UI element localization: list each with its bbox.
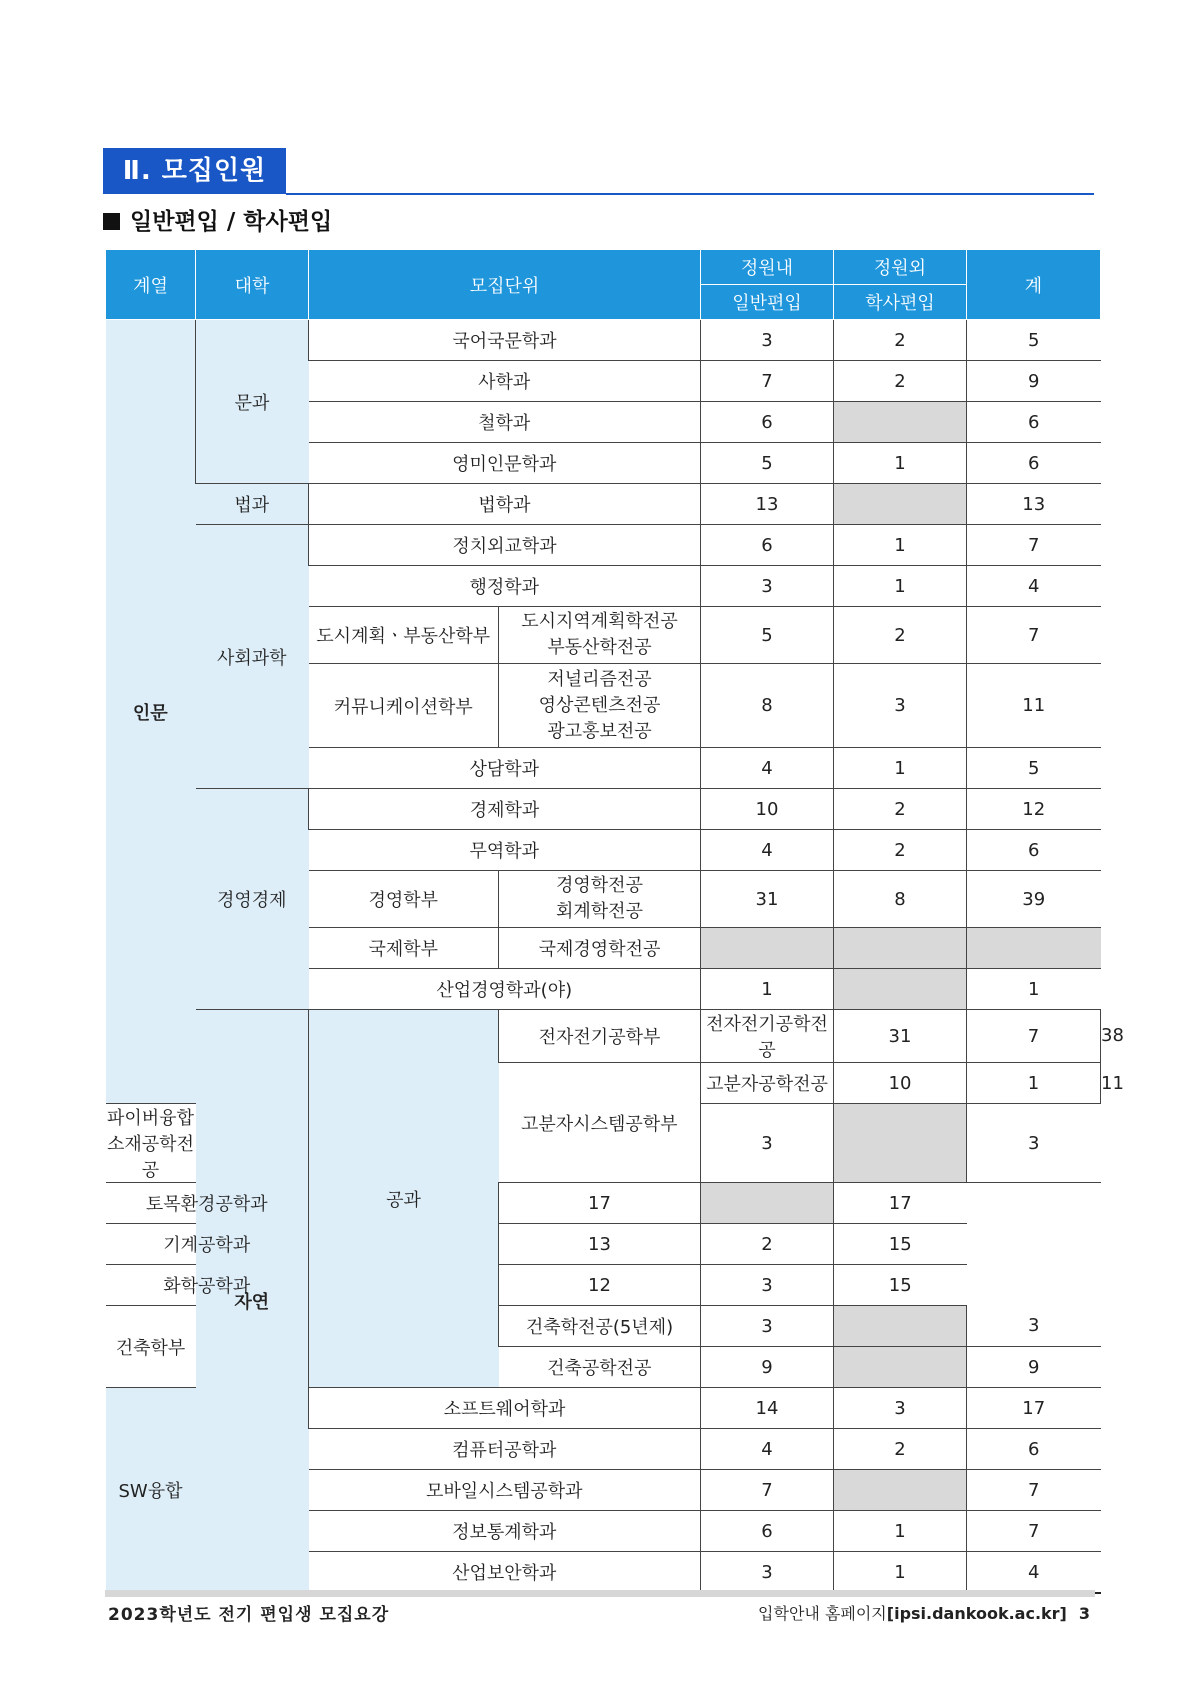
major-name: 경영학전공 — [556, 875, 643, 896]
general-count: 3 — [701, 1104, 834, 1183]
bachelor-count: 1 — [834, 748, 967, 789]
major-list — [499, 607, 701, 664]
subsection-title-text: 일반편입 / 학사편입 — [130, 209, 333, 235]
total-count: 7 — [967, 1470, 1101, 1511]
general-count: 3 — [701, 1306, 834, 1347]
major-name: 도시지역계획학전공 — [521, 611, 678, 632]
unit-name: 사학과 — [309, 361, 701, 402]
general-count: 7 — [701, 1470, 834, 1511]
college-sw: SW융합 — [106, 1388, 196, 1594]
total-count: 17 — [967, 1388, 1101, 1429]
major-name: 전자전기공학전공 — [701, 1010, 834, 1063]
unit-name: 무역학과 — [309, 830, 701, 871]
unit-name: 경영학부 — [309, 871, 499, 928]
table-row — [106, 789, 1101, 830]
unit-name: 행정학과 — [309, 566, 701, 607]
bachelor-count: 7 — [967, 1010, 1101, 1063]
bachelor-count: 3 — [701, 1265, 834, 1306]
header-general: 일반편입 — [701, 285, 834, 320]
total-count: 5 — [967, 748, 1101, 789]
major-name: 건축공학전공 — [499, 1347, 701, 1388]
unit-name: 모바일시스템공학과 — [309, 1470, 701, 1511]
total-count: 12 — [967, 789, 1101, 830]
unit-name: 산업경영학과(야) — [309, 969, 701, 1010]
general-count: 6 — [701, 1511, 834, 1552]
bachelor-count-empty — [834, 1347, 967, 1388]
bachelor-count-empty — [834, 484, 967, 525]
unit-name: 기계공학과 — [106, 1224, 309, 1265]
header-total: 계 — [967, 250, 1101, 320]
bachelor-count: 1 — [834, 566, 967, 607]
bachelor-count: 2 — [834, 789, 967, 830]
total-count: 6 — [967, 830, 1101, 871]
general-count: 31 — [834, 1010, 967, 1063]
total-count: 13 — [967, 484, 1101, 525]
unit-name: 영미인문학과 — [309, 443, 701, 484]
table-row: 고분자시스템공학부 고분자공학전공 10 1 11 — [106, 1063, 1101, 1104]
bachelor-count-empty — [834, 928, 967, 969]
unit-name: 정치외교학과 — [309, 525, 701, 566]
unit-name: 고분자시스템공학부 — [499, 1063, 701, 1183]
unit-name: 컴퓨터공학과 — [309, 1429, 701, 1470]
total-count: 3 — [967, 1306, 1101, 1347]
major-list — [499, 664, 701, 748]
major-name: 고분자공학전공 — [701, 1063, 834, 1104]
header-in-quota: 정원내 — [701, 250, 834, 285]
bachelor-count-empty — [834, 1306, 967, 1347]
major-name: 영상콘텐츠전공 — [538, 694, 661, 716]
header-college: 대학 — [196, 250, 309, 320]
unit-name: 국제학부 — [309, 928, 499, 969]
table-row — [106, 525, 1101, 566]
section-title: Ⅱ. 모집인원 — [103, 148, 286, 194]
general-count: 6 — [701, 402, 834, 443]
bachelor-count: 8 — [834, 871, 967, 928]
general-count: 4 — [701, 830, 834, 871]
bachelor-count: 2 — [701, 1224, 834, 1265]
college-engineering: 공과 — [309, 1010, 499, 1388]
general-count: 10 — [701, 789, 834, 830]
section-divider — [286, 193, 1094, 195]
total-count: 9 — [967, 1347, 1101, 1388]
general-count: 10 — [834, 1063, 967, 1104]
bachelor-count-empty — [701, 1183, 834, 1224]
bachelor-count: 2 — [834, 320, 967, 361]
header-field: 계열 — [106, 250, 196, 320]
footer-homepage-url[interactable]: [ipsi.dankook.ac.kr] — [886, 1604, 1067, 1623]
bachelor-count-empty — [834, 1470, 967, 1511]
general-count: 8 — [701, 664, 834, 748]
bachelor-count: 1 — [967, 1063, 1101, 1104]
college-liberal-arts: 문과 — [196, 320, 309, 484]
unit-name: 정보통계학과 — [309, 1511, 701, 1552]
college-business: 경영경제 — [196, 789, 309, 1010]
bachelor-count-empty — [834, 969, 967, 1010]
general-count: 6 — [701, 525, 834, 566]
general-count-empty — [701, 928, 834, 969]
total-count: 1 — [967, 969, 1101, 1010]
bachelor-count: 2 — [834, 361, 967, 402]
table-row: 자연 공과 전자전기공학부 전자전기공학전공 31 7 38 — [106, 1010, 1101, 1063]
general-count: 5 — [701, 607, 834, 664]
bachelor-count: 2 — [834, 830, 967, 871]
general-count: 5 — [701, 443, 834, 484]
unit-name: 상담학과 — [309, 748, 701, 789]
general-count: 31 — [701, 871, 834, 928]
bachelor-count: 1 — [834, 1552, 967, 1594]
general-count: 13 — [701, 484, 834, 525]
general-count: 3 — [701, 1552, 834, 1594]
header-out-quota: 정원외 — [834, 250, 967, 285]
general-count: 7 — [701, 361, 834, 402]
bachelor-count: 3 — [834, 664, 967, 748]
general-count: 12 — [499, 1265, 701, 1306]
page-number: 3 — [1078, 1604, 1090, 1623]
unit-name: 건축학부 — [106, 1306, 196, 1388]
total-count: 7 — [967, 1511, 1101, 1552]
unit-name: 철학과 — [309, 402, 701, 443]
total-count: 15 — [834, 1224, 967, 1265]
bachelor-count-empty — [834, 402, 967, 443]
table-row — [106, 320, 1101, 361]
total-count: 39 — [967, 871, 1101, 928]
bachelor-count: 1 — [834, 1511, 967, 1552]
general-count: 14 — [701, 1388, 834, 1429]
general-count: 4 — [701, 748, 834, 789]
general-count: 1 — [701, 969, 834, 1010]
general-count: 3 — [701, 566, 834, 607]
unit-name: 경제학과 — [309, 789, 701, 830]
major-name: 건축학전공(5년제) — [499, 1306, 701, 1347]
field-humanities: 인문 — [106, 320, 196, 1104]
header-unit: 모집단위 — [309, 250, 701, 320]
general-count: 4 — [701, 1429, 834, 1470]
bachelor-count: 2 — [834, 1429, 967, 1470]
unit-name: 법학과 — [309, 484, 701, 525]
recruitment-table — [105, 250, 1124, 1594]
total-count: 3 — [967, 1104, 1101, 1183]
major-name: 부동산학전공 — [547, 637, 652, 658]
unit-name: 소프트웨어학과 — [309, 1388, 701, 1429]
major-list — [499, 871, 701, 928]
table-row — [106, 484, 1101, 525]
footer-homepage-label: 입학안내 홈페이지 — [758, 1604, 887, 1623]
bachelor-count: 1 — [834, 525, 967, 566]
field-science: 자연 — [196, 1010, 309, 1594]
total-count: 17 — [834, 1183, 967, 1224]
bachelor-count: 1 — [834, 443, 967, 484]
major-name: 회계학전공 — [556, 901, 643, 922]
total-count: 4 — [967, 566, 1101, 607]
major-name: 파이버융합소재공학전공 — [106, 1104, 196, 1183]
table-row — [106, 1183, 1101, 1224]
general-count: 9 — [701, 1347, 834, 1388]
unit-name: 화학공학과 — [106, 1265, 309, 1306]
footer-info — [758, 1601, 1090, 1624]
general-count: 13 — [499, 1224, 701, 1265]
college-social-science: 사회과학 — [196, 525, 309, 789]
total-count: 6 — [967, 402, 1101, 443]
bachelor-count: 2 — [834, 607, 967, 664]
unit-name: 산업보안학과 — [309, 1552, 701, 1594]
total-count: 6 — [967, 1429, 1101, 1470]
total-count: 6 — [967, 443, 1101, 484]
college-law: 법과 — [196, 484, 309, 525]
footer-document-title: 2023학년도 전기 편입생 모집요강 — [108, 1605, 390, 1625]
total-count: 15 — [834, 1265, 967, 1306]
total-count: 7 — [967, 525, 1101, 566]
header-bachelor: 학사편입 — [834, 285, 967, 320]
unit-name: 도시계획ㆍ부동산학부 — [309, 607, 499, 664]
total-count: 5 — [967, 320, 1101, 361]
major-name: 저널리즘전공 — [547, 668, 652, 690]
total-count: 11 — [967, 664, 1101, 748]
general-count: 17 — [499, 1183, 701, 1224]
total-count-empty — [967, 928, 1101, 969]
footer-divider — [105, 1590, 1095, 1597]
total-count: 9 — [967, 361, 1101, 402]
total-count: 7 — [967, 607, 1101, 664]
subsection-title — [103, 205, 332, 239]
unit-name: 커뮤니케이션학부 — [309, 664, 499, 748]
square-bullet-icon — [103, 213, 120, 230]
bachelor-count: 3 — [834, 1388, 967, 1429]
unit-name: 전자전기공학부 — [499, 1010, 701, 1063]
unit-name: 토목환경공학과 — [106, 1183, 309, 1224]
general-count: 3 — [701, 320, 834, 361]
major-name: 국제경영학전공 — [499, 928, 701, 969]
major-name: 광고홍보전공 — [547, 720, 652, 742]
table-row — [106, 1224, 1101, 1265]
total-count: 4 — [967, 1552, 1101, 1594]
bachelor-count-empty — [834, 1104, 967, 1183]
unit-name: 국어국문학과 — [309, 320, 701, 361]
